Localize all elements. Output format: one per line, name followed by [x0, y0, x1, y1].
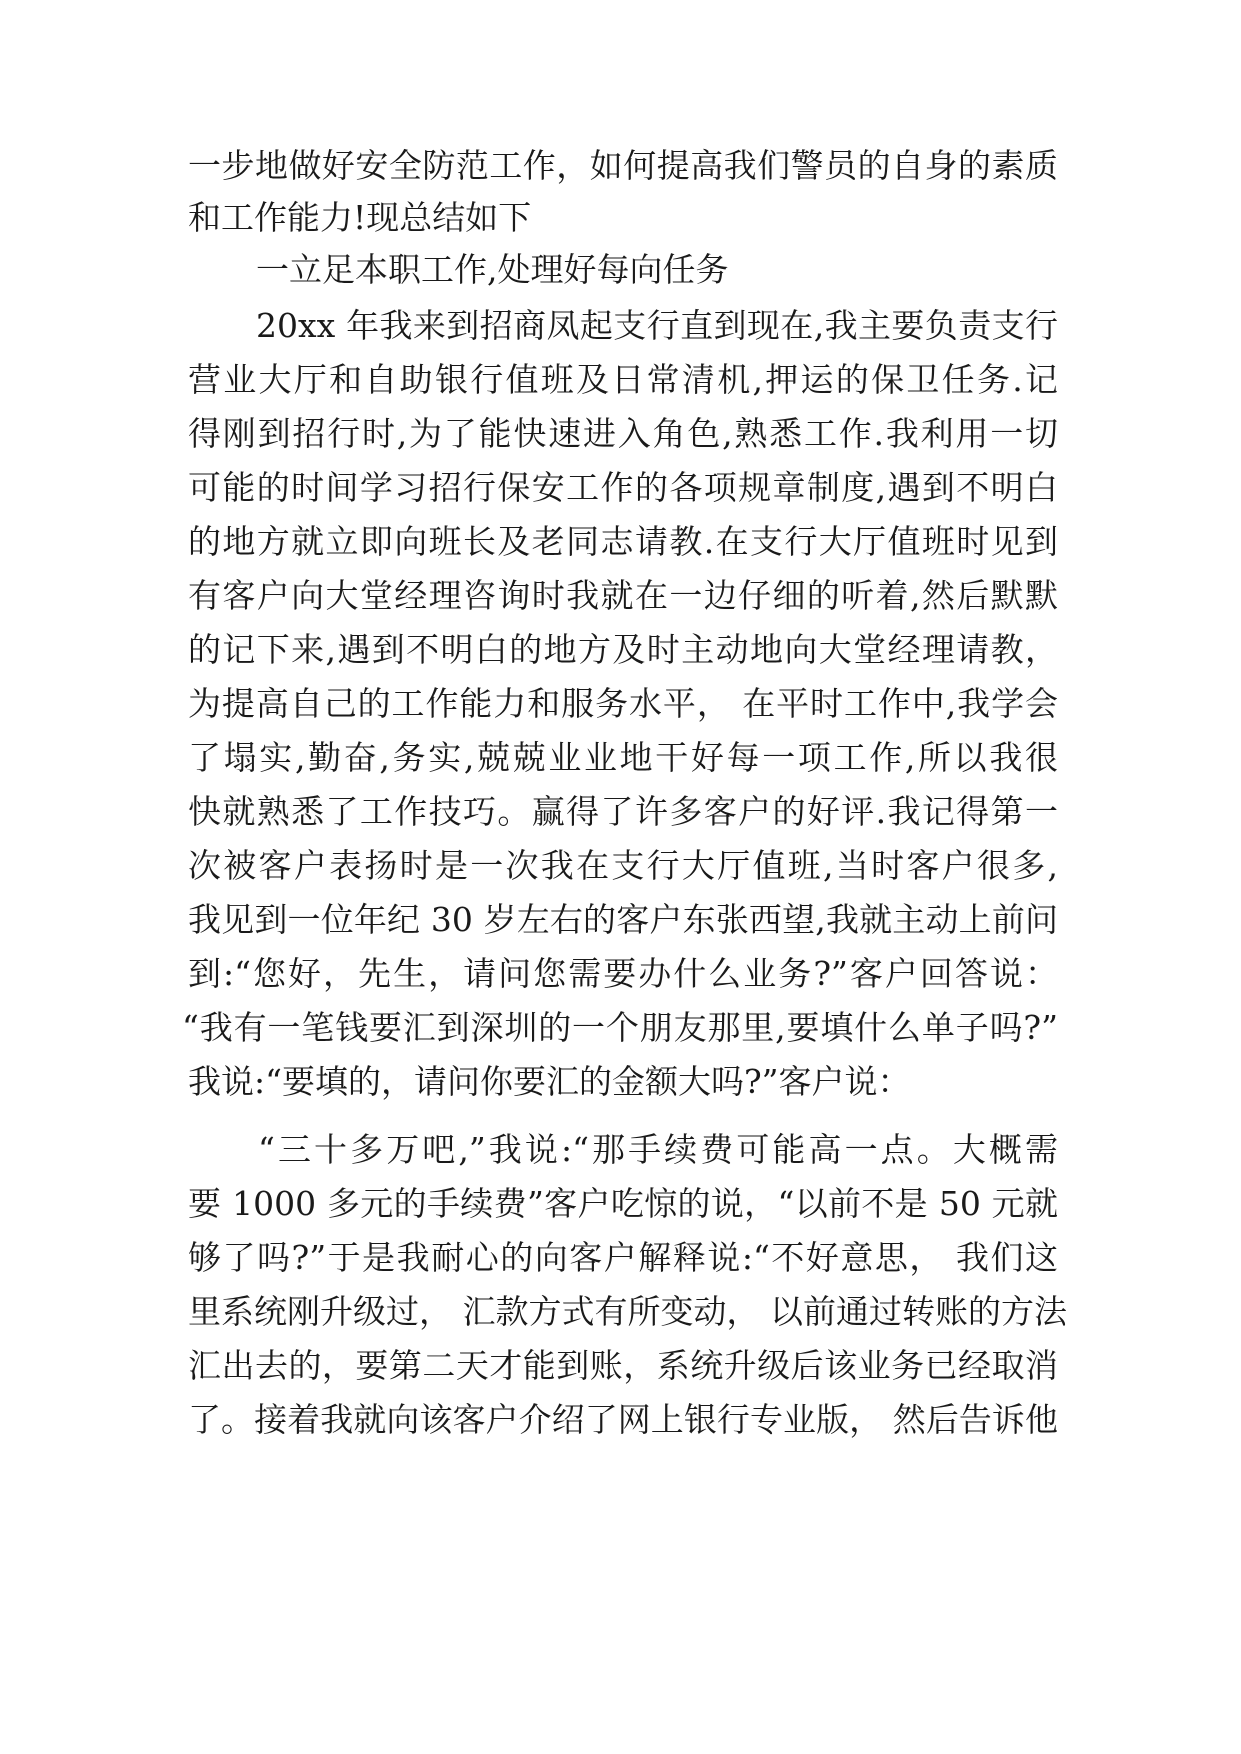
text-line-16: 到:“您好，先生，请问您需要办什么业务?”客户回答说：: [188, 954, 1058, 993]
text-line-13: 快就熟悉了工作技巧。赢得了许多客户的好评.我记得第一: [188, 792, 1058, 831]
section-heading: 一立足本职工作,处理好每向任务: [256, 250, 729, 289]
text-line-12: 了塌实,勤奋,务实,兢兢业业地干好每一项工作,所以我很: [188, 738, 1058, 777]
text-line-22: 里系统刚升级过， 汇款方式有所变动， 以前通过转账的方法: [188, 1292, 1067, 1331]
text-line-1: 一步地做好安全防范工作，如何提高我们警员的自身的素质: [188, 146, 1058, 185]
text-line-11: 为提高自己的工作能力和服务水平， 在平时工作中,我学会: [188, 684, 1058, 723]
text-line-2: 和工作能力!现总结如下: [188, 198, 532, 237]
text-line-4: 20xx 年我来到招商凤起支行直到现在,我主要负责支行: [256, 306, 1058, 345]
text-line-5: 营业大厅和自助银行值班及日常清机,押运的保卫任务.记: [188, 360, 1058, 399]
text-line-20: 要 1000 多元的手续费”客户吃惊的说，“以前不是 50 元就: [188, 1184, 1058, 1223]
text-line-24: 了。接着我就向该客户介绍了网上银行专业版， 然后告诉他: [188, 1400, 1058, 1439]
text-line-14: 次被客户表扬时是一次我在支行大厅值班,当时客户很多,: [188, 846, 1058, 885]
text-line-18: 我说:“要填的，请问你要汇的金额大吗?”客户说：: [188, 1062, 911, 1101]
text-line-10: 的记下来,遇到不明白的地方及时主动地向大堂经理请教，: [188, 630, 1058, 669]
text-line-6: 得刚到招行时,为了能快速进入角色,熟悉工作.我利用一切: [188, 414, 1058, 453]
text-line-9: 有客户向大堂经理咨询时我就在一边仔细的听着,然后默默: [188, 576, 1058, 615]
text-line-21: 够了吗?”于是我耐心的向客户解释说:“不好意思， 我们这: [188, 1238, 1058, 1277]
text-line-23: 汇出去的，要第二天才能到账，系统升级后该业务已经取消: [188, 1346, 1058, 1385]
text-line-8: 的地方就立即向班长及老同志请教.在支行大厅值班时见到: [188, 522, 1058, 561]
text-line-7: 可能的时间学习招行保安工作的各项规章制度,遇到不明白: [188, 468, 1058, 507]
text-line-15: 我见到一位年纪 30 岁左右的客户东张西望,我就主动上前问: [188, 900, 1058, 939]
text-line-17: “我有一笔钱要汇到深圳的一个朋友那里,要填什么单子吗?”: [182, 1008, 1058, 1047]
text-line-19: “三十多万吧,”我说:“那手续费可能高一点。大概需: [258, 1130, 1058, 1169]
